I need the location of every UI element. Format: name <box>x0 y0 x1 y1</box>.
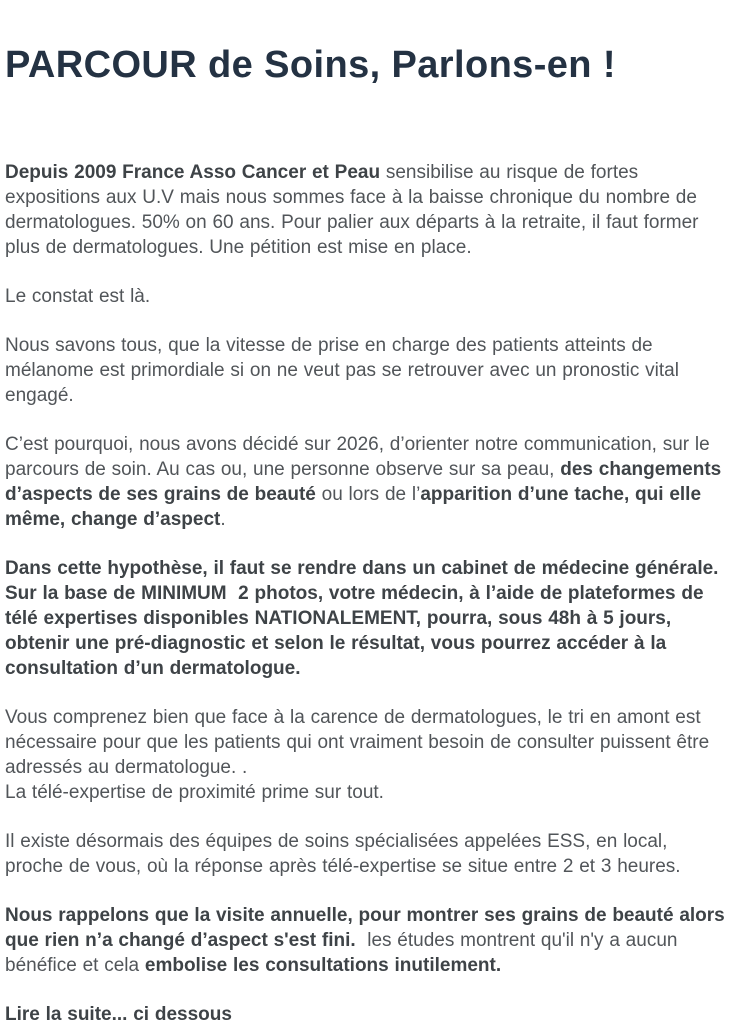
text-run: Le constat est là. <box>5 286 151 307</box>
text-run: Dans cette hypothèse, il faut se rendre dans un cabinet de médecine générale. Sur la base de MINIMUM 2 photos, votre médecin, à l’aide de plateformes de télé expertises disponibles NATIONALEMENT, pourra, sous 48h à 5 jours, obtenir une pré-diagnostic et selon le résultat, vous pourrez accéder à la consultation d’un dermatologue. <box>5 558 719 679</box>
paragraph-communication <box>5 432 730 532</box>
paragraph-intro <box>5 160 730 260</box>
paragraph-visite-annuelle <box>5 903 730 978</box>
paragraph-constat <box>5 284 730 309</box>
text-run: Vous comprenez bien que face à la carence de dermatologues, le tri en amont est nécessaire pour que les patients qui ont vraiment besoin de consulter puissent être adressés au dermatologue. . <box>5 707 710 778</box>
read-more-text <box>5 1002 730 1027</box>
paragraph-vitesse <box>5 333 730 408</box>
paragraph-ess <box>5 829 730 879</box>
text-run: . <box>220 509 226 530</box>
text-run: des changements d’aspects de ses grains de beauté <box>5 459 722 505</box>
text-run: Nous rappelons que la visite annuelle, pour montrer ses grains de beauté alors que rien n’a changé d’aspect s'est fini. <box>5 905 725 951</box>
text-run: Lire la suite... ci dessous <box>5 1004 232 1025</box>
text-run: La télé-expertise de proximité prime sur tout. <box>5 782 384 803</box>
text-run: C’est pourquoi, nous avons décidé sur 2026, d’orienter notre communication, sur le parcours de soin. Au cas ou, une personne observe sur sa peau, <box>5 434 710 480</box>
paragraph-hypothese <box>5 556 730 681</box>
text-run: Nous savons tous, que la vitesse de prise en charge des patients atteints de mélanome est primordiale si on ne veut pas se retrouver avec un pronostic vital engagé. <box>5 335 679 406</box>
text-run: ou lors de l’ <box>315 484 421 505</box>
text-run: embolise les consultations inutilement. <box>144 955 502 976</box>
text-run: Depuis 2009 France Asso Cancer et Peau <box>5 162 381 183</box>
text-run: apparition d’une tache, qui elle même, change d’aspect <box>5 484 702 530</box>
text-run: les études montrent qu'il n'y a aucun bénéfice et cela <box>5 930 678 976</box>
page-title: PARCOUR de Soins, Parlons-en ! <box>5 44 616 86</box>
text-run: sensibilise au risque de fortes expositions aux U.V mais nous sommes face à la baisse chronique du nombre de dermatologues. 50% on 60 ans. Pour palier aux départs à la retraite, il faut former plus de dermatologues. Une pétition est mise en place. <box>5 162 699 258</box>
paragraph-carence <box>5 705 730 805</box>
text-run: Il existe désormais des équipes de soins spécialisées appelées ESS, en local, proche de vous, où la réponse après télé-expertise se situe entre 2 et 3 heures. <box>5 831 681 877</box>
